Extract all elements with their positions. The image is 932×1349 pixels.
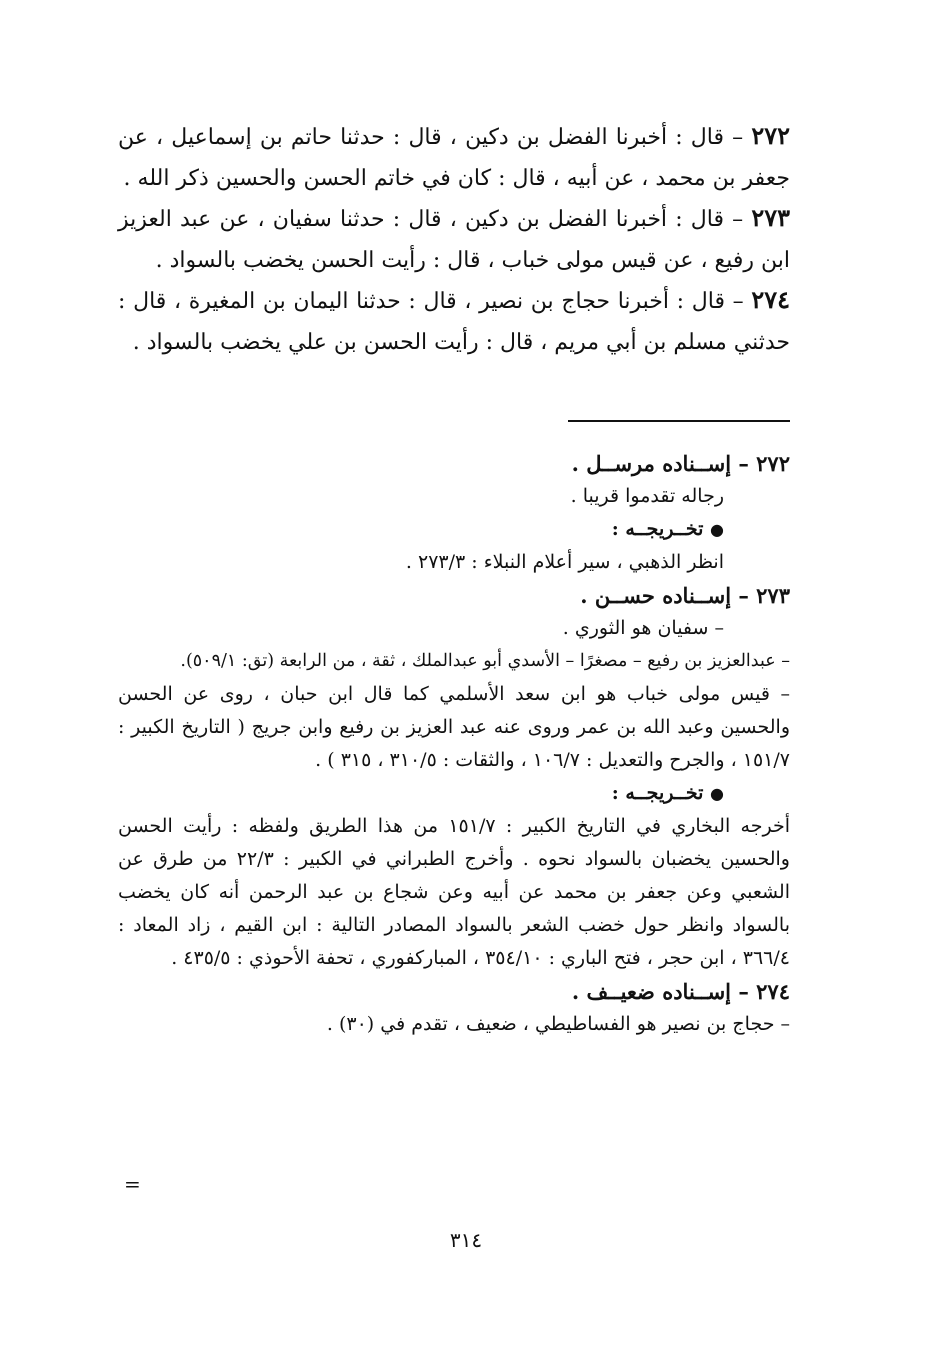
- footnotes: [118, 447, 790, 1041]
- note-heading-273: ٢٧٣ – إســناده حســن .: [580, 583, 790, 608]
- note-heading-274: ٢٧٤ – إســناده ضعيــف .: [571, 979, 790, 1004]
- note-line: – سفيان هو الثوري .: [562, 617, 724, 639]
- hadith-number: ٢٧٤: [751, 285, 790, 314]
- hadith-number: ٢٧٣: [751, 203, 790, 232]
- takhrij-label: تخــريجــه :: [611, 518, 704, 540]
- note-line: – حجاج بن نصير هو الفساطيطي ، ضعيف ، تقدم في (٣٠) .: [326, 1013, 790, 1035]
- hadith-number: ٢٧٢: [751, 121, 790, 150]
- continuation-mark: =: [124, 1172, 141, 1196]
- takhrij-heading: [118, 513, 790, 546]
- note-line: – قيس مولى خباب هو ابن سعد الأسلمي كما قال ابن حبان ، روى عن الحسن والحسين وعبد الله بن عمر وروى عنه عبد العزيز بن رفيع وابن جريج ( التاريخ الكبير : ١٥١/٧ ، والجرح والتعديل : ١٠٦/٧ ، والثقات : ٣١٠/٥ ، ٣١٥ ) .: [118, 683, 790, 771]
- hadith-text: – قال : أخبرنا الفضل بن دكين ، قال : حدثنا سفيان ، عن عبد العزيز ابن رفيع ، عن قيس مولى خباب ، قال : رأيت الحسن يخضب بالسواد .: [118, 207, 790, 273]
- main-text-273: [118, 197, 790, 281]
- note-line: رجاله تقدموا قريبا .: [570, 485, 724, 507]
- takhrij-label: تخــريجــه :: [611, 782, 704, 804]
- footnote-divider: [568, 420, 790, 422]
- bullet-icon: ●: [710, 520, 724, 539]
- note-line: – عبدالعزيز بن رفيع – مصغرًا – الأسدي أبو عبدالملك ، ثقة ، من الرابعة (تق: ٥٠٩/١).: [180, 651, 790, 671]
- note-paragraph: أخرجه البخاري في التاريخ الكبير : ١٥١/٧ من هذا الطريق ولفظه : رأيت الحسن والحسين يخضبان بالسواد نحوه . وأخرج الطبراني في الكبير : ٢٢/٣ من طرق عن الشعبي وعن جعفر بن محمد عن أبيه وعن شجاع بن عبد الرحمن أنه كان يخضب بالسواد وانظر حول خضب الشعر بالسواد المصادر التالية : ابن القيم ، زاد المعاد : ٣٦٦/٤ ، ابن حجر ، فتح الباري : ٣٥٤/١٠ ، المباركفوري ، تحفة الأحوذي : ٤٣٥/٥ .: [118, 815, 791, 969]
- hadith-text: – قال : أخبرنا الفضل بن دكين ، قال : حدثنا حاتم بن إسماعيل ، عن جعفر بن محمد ، عن أبيه ، قال : كان في خاتم الحسن والحسين ذكر الله .: [118, 125, 790, 191]
- hadith-text: – قال : أخبرنا حجاج بن نصير ، قال : حدثنا اليمان بن المغيرة ، قال : حدثني مسلم بن أبي مريم ، قال : رأيت الحسن بن علي يخضب بالسواد .: [118, 289, 790, 355]
- note-heading-272: ٢٧٢ – إســناده مرســل .: [571, 451, 790, 476]
- main-text-272: [118, 115, 790, 199]
- bullet-icon: ●: [710, 784, 724, 803]
- note-line: انظر الذهبي ، سير أعلام النبلاء : ٢٧٣/٣ .: [405, 551, 724, 573]
- takhrij-heading: [118, 777, 790, 810]
- page-number: ٣١٤: [449, 1228, 483, 1252]
- main-text-274: [118, 279, 790, 363]
